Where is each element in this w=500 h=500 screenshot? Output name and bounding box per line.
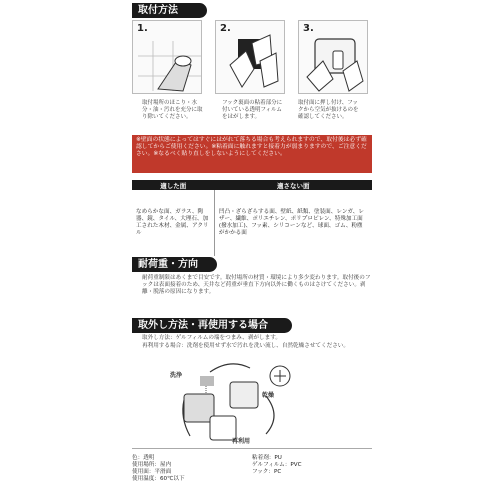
wipe-wall-icon (133, 21, 201, 93)
press-hook-icon (299, 21, 367, 93)
peel-film-icon (216, 21, 284, 93)
load-text: 耐荷重制限はあくまで目安です。取付場所の材質・環境により多少変わります。取付後のフックは表面接着のため、天井など荷重が垂直下方向以外に働くものはさけてください。剥離・脱落の原因になります。 (142, 275, 371, 295)
step-2-illustration (215, 20, 285, 94)
step-1-number: 1. (137, 23, 148, 34)
reuse-label: 再利用 (232, 438, 251, 445)
spec-gel: ゲルフィルム：PVC (252, 462, 302, 468)
spec-temp: 使用温度：60℃以下 (132, 476, 185, 482)
step-2-text: フック裏面の粘着部分に付いている透明フィルムをはがします。 (222, 100, 283, 120)
spec-adhesive: 粘着剤：PU (252, 455, 282, 461)
suitable-surfaces: なめらかな面、ガラス、陶器、鏡、タイル、大理石、加工された木材、金属、アクリル (136, 209, 209, 236)
dry-label: 乾燥 (262, 392, 275, 399)
product-specs (132, 448, 372, 483)
remove-method-text: 取外し方法：ゲルフィルムの端をつまみ、剥がします。 (142, 335, 281, 341)
step-3-illustration (298, 20, 368, 94)
step-2-number: 2. (220, 23, 231, 34)
reuse-cycle-illustration (170, 356, 310, 446)
surface-suitability-table (132, 180, 372, 256)
reuse-method-text: 再利用する場合：洗剤を使用せず水で汚れを洗い流し、自然乾燥させてください。 (142, 343, 349, 349)
unsuitable-surfaces: 凹凸・ざらざらする面、壁紙、紙類、塗装面、レンガ、レザー、繊維、ポリエチレン、ポリプロピレン、特殊加工面(撥水加工)、フッ素、シリコーンなど、球面、ゴム、粉塵がかかる面 (214, 190, 372, 256)
spec-hook: フック：PC (252, 469, 282, 475)
spec-color: 色：透明 (132, 455, 155, 461)
step-3-number: 3. (303, 23, 314, 34)
suitable-header: 適した面 (132, 180, 214, 190)
step-1-illustration (132, 20, 202, 94)
step-1-text: 取付場所のほこり・水分・油・汚れを充分に取り除いてください。 (142, 100, 203, 120)
step-3-text: 取付面に押し付け、フックから空気が抜けるのを確認してください。 (298, 100, 359, 120)
install-header: 取付方法 (132, 3, 207, 18)
wash-label: 洗浄 (170, 372, 183, 379)
unsuitable-header: 適さない面 (214, 180, 372, 190)
spec-surface: 使用面：平滑面 (132, 469, 172, 475)
warning-notice: ※壁面の状態によってはすぐにはがれて落ちる場合も考えられますので、取付後は必ず確認してからご使用ください。※粘着面に触れますと接着力が弱まりますので、ご注意ください。※なるべく貼り直しをしないようにしてください。 (132, 135, 372, 173)
load-header: 耐荷重・方向 (132, 257, 217, 272)
spec-place: 使用場所：屋内 (132, 462, 172, 468)
remove-header: 取外し方法・再使用する場合 (132, 318, 292, 333)
